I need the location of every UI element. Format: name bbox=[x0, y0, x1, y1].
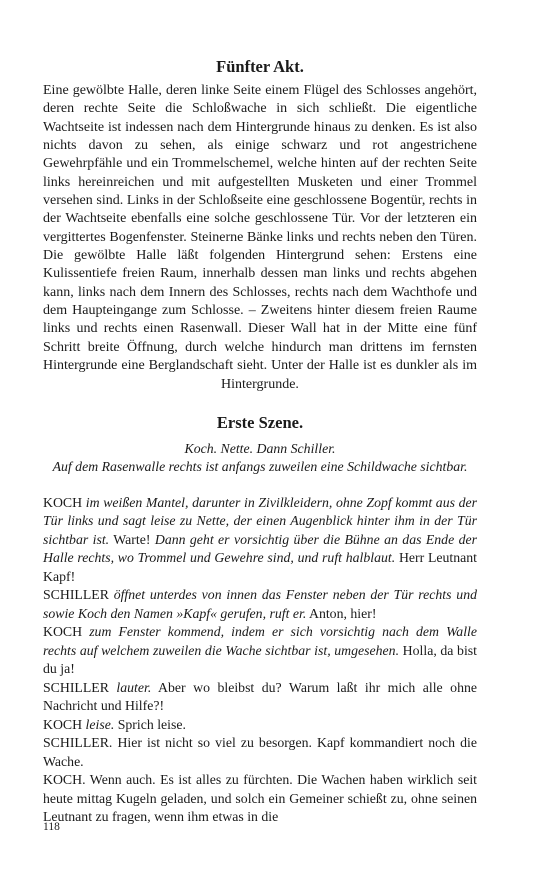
stage-direction: zum Fenster kommend, indem er sich vorsichtig nach dem Walle rechts auf welchem zuweilen die Wache sichtbar ist, umgesehen. bbox=[43, 624, 477, 658]
speech-text: Aber wo bleibst du? Warum laßt ihr mich alle ohne Nachricht und Hilfe?! bbox=[43, 679, 477, 714]
speaker-name: KOCH. bbox=[43, 772, 86, 788]
act-title: Fünfter Akt. bbox=[216, 57, 304, 76]
scene-title: Erste Szene. bbox=[216, 412, 304, 432]
scene-cast-note: Auf dem Rasenwalle rechts ist anfangs zuweilen eine Schildwache sichtbar. bbox=[52, 458, 468, 474]
stage-direction: leise. bbox=[85, 716, 115, 732]
speech-text: Hier ist nicht so viel zu besorgen. Kapf kommandiert noch die Wache. bbox=[43, 735, 477, 769]
speaker-name: KOCH bbox=[43, 716, 83, 732]
dialogue-entry bbox=[43, 716, 477, 735]
speaker-name: SCHILLER bbox=[43, 679, 109, 695]
scene-cast: Koch. Nette. Dann Schiller. bbox=[184, 440, 336, 456]
dialogue-entry bbox=[43, 734, 477, 771]
speech-text: Wenn auch. Es ist alles zu fürchten. Die Wachen haben wirklich seit heute mittag Kugeln geladen, und solch ein Gemeiner schießt zu, ohne seinen Leutnant zu fragen, wenn ihm etwas in die bbox=[43, 772, 477, 825]
dialogue-entry bbox=[43, 494, 477, 587]
stage-description: Eine gewölbte Halle, deren linke Seite einem Flügel des Schlosses angehört, deren rechte Seite die Schloßwache in sich schließt. Die eigentliche Wachtseite ist indessen nach dem Hintergrunde hinaus zu denken. Es ist also nichts davon zu sehen, als einige schwarz und rot angestrichene Gewehrpfähle und ein Trommelschemel, welche hinten auf der rechten Seite links hereinreichen und mit aufgestellten Musketen und einer Trommel versehen sind. Links in der Schloßseite eine geschlossene Bogentür, rechts in der Wachtseite ebenfalls eine solche geschlossene Tür. Vor der letzteren ein vergittertes Bogenfenster. Steinerne Bänke links und rechts neben den Türen. Die gewölbte Halle läßt folgenden Hintergrund sehen: Erstens eine Kulissentiefe freien Raum, innerhalb dessen man links und rechts abgehen kann, links nach dem Innern des Schlosses, rechts nach dem Wachthofe und dem Haupteingange zum Schlosse. – Zweitens hinter diesem freien Raume links und rechts einen Rasenwall. Dieser Wall hat in der Mitte eine fünf Schritt breite Öffnung, durch welche hindurch man drittens im fernsten Hintergrunde eine Berglandschaft sieht. Unter der Halle ist es dunkler als im Hintergrunde. bbox=[43, 83, 477, 392]
speech-text: Holla, da bist du ja! bbox=[43, 642, 477, 677]
speech-text: Sprich leise. bbox=[117, 716, 186, 732]
dialogue-entry bbox=[43, 771, 477, 827]
dialogue bbox=[43, 494, 477, 827]
page-number: 118 bbox=[43, 821, 60, 833]
speaker-name: KOCH bbox=[43, 494, 83, 510]
speaker-name: KOCH bbox=[43, 624, 83, 640]
dialogue-entry bbox=[43, 623, 477, 679]
stage-direction: im weißen Mantel, darunter in Zivilkleidern, ohne Zopf kommt aus der Tür links und sagt leise zu Nette, der einen Augenblick hinter ihm in der Tür sichtbar ist. bbox=[43, 494, 477, 547]
stage-direction: lauter. bbox=[116, 679, 152, 695]
page-content bbox=[43, 56, 477, 827]
stage-direction: Dann geht er vorsichtig über die Bühne an das Ende der Halle rechts, wo Trommel und Gewehre sind, und ruft halblaut. bbox=[43, 531, 477, 566]
speaker-name: SCHILLER. bbox=[43, 735, 113, 751]
dialogue-entry bbox=[43, 586, 477, 623]
dialogue-entry bbox=[43, 679, 477, 716]
speech-text: Herr Leutnant Kapf! bbox=[43, 550, 477, 584]
speech-text: Warte! bbox=[113, 531, 151, 547]
stage-direction: öffnet unterdes von innen das Fenster neben der Tür rechts und sowie Koch den Namen »Kapf« gerufen, ruft er. bbox=[43, 587, 477, 621]
speech-text: Anton, hier! bbox=[308, 605, 377, 621]
speaker-name: SCHILLER bbox=[43, 587, 109, 603]
